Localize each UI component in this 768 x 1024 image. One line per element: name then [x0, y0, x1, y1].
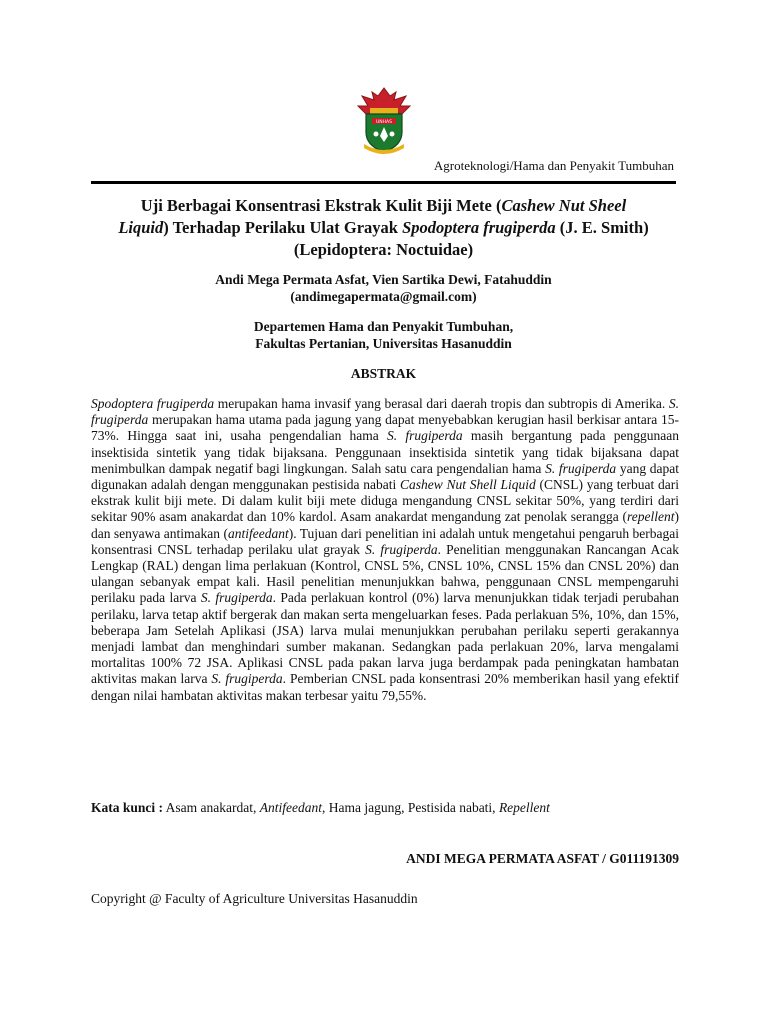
abstract-seg: S. frugiperda [545, 460, 617, 476]
author-names: Andi Mega Permata Asfat, Vien Sartika Dewi, Fatahuddin [215, 272, 552, 287]
title-part: ) Terhadap Perilaku Ulat Grayak [163, 218, 403, 237]
svg-text:UNHAS: UNHAS [376, 120, 392, 125]
university-logo [352, 84, 416, 156]
abstract-seg: S. frugiperda [91, 396, 679, 428]
copyright-notice: Copyright @ Faculty of Agriculture Universitas Hasanuddin [91, 891, 418, 906]
abstract-seg: yang dapat digunakan adalah dengan menggunakan pestisida nabati [91, 460, 680, 493]
keywords-label: Kata kunci : [91, 800, 164, 815]
title-part: Uji Berbagai Konsentrasi Ekstrak Kulit Biji Mete ( [140, 196, 502, 215]
affiliation-block [91, 318, 676, 352]
abstract-seg: . Pada perlakuan kontrol (0%) larva menunjukkan tidak terjadi perubahan perilaku, larva tetap aktif bergerak dan makan serta mengeluarkan feses. Pada perlakuan 5%, 10%, dan 15%, beberapa Jam Setelah Aplikasi (JSA) larva mulai menunjukkan perubahan perilaku seperti gerakannya menjadi lambat dan menghindari sumber makanan. Sedangkan pada perlakuan 20%, larva mengalami mortalitas 100% 72 JSA. Aplikasi CNSL pada pakan larva juga berdampak pada peningkatan hambatan aktivitas makan larva [91, 590, 680, 687]
authors-block [91, 271, 676, 305]
abstract-seg: . Pemberian CNSL pada konsentrasi 20% memberikan hasil yang efektif dengan nilai hambatan aktivitas makan terbesar yaitu 79,55%. [91, 671, 679, 703]
abstract-seg: Cashew Nut Shell Liquid [399, 477, 536, 493]
abstract-seg: ). Tujuan dari penelitian ini adalah untuk mengetahui pengaruh berbagai konsentrasi CNSL terhadap perilaku ulat grayak [91, 525, 679, 557]
keyword-seg: , Hama jagung, Pestisida nabati, [321, 800, 499, 815]
abstract-seg: S. frugiperda [365, 541, 438, 557]
keyword-seg: Asam anakardat, [163, 800, 260, 815]
keywords [91, 800, 679, 816]
header-rule [91, 181, 676, 184]
keyword-seg: Repellent [498, 800, 550, 815]
abstract-seg: . Penelitian menggunakan Rancangan Acak Lengkap (RAL) dengan lima perlakuan (Kontrol, CNSL 5%, CNSL 10%, CNSL 15% dan CNSL 20%) dan ulangan sebanyak empat kali. Hasil penelitian menunjukkan bahwa, penggunaan CNSL mempengaruhi perilaku pada larva [91, 541, 680, 606]
abstract-seg: merupakan hama invasif yang berasal dari daerah tropis dan subtropis di Amerika. [214, 396, 669, 411]
abstract-body [91, 396, 679, 704]
abstract-seg: ) dan senyawa antimakan ( [91, 509, 679, 541]
title-part: Liquid [118, 218, 164, 237]
title-part: Spodoptera frugiperda [402, 218, 556, 237]
abstract-seg: S. frugiperda [200, 590, 273, 606]
abstract-heading: ABSTRAK [350, 366, 417, 381]
author-signature: ANDI MEGA PERMATA ASFAT / G011191309 [406, 851, 679, 866]
affiliation-line: Departemen Hama dan Penyakit Tumbuhan, [253, 319, 514, 334]
abstract-seg: masih bergantung pada penggunaan insektisida sintetik yang tidak bijaksana. Penggunaan insektisida sintetik yang tidak bijaksana dapat menimbulkan dampak negatif bagi lingkungan. Salah satu cara pengendalian hama [91, 428, 680, 476]
author-email: (andimegapermata@gmail.com) [290, 289, 477, 304]
title-part: Cashew Nut Sheel [501, 196, 627, 215]
abstract-seg: (CNSL) yang terbuat dari ekstrak kulit biji mete. Di dalam kulit biji mete diduga mengandung CNSL sekitar 50%, yang terdiri dari sekitar 90% asam anakardat dan 10% kardol. Asam anakardat mengandung zat penolak serangga ( [91, 477, 679, 525]
paper-title [91, 195, 676, 261]
title-part: (J. E. Smith) [555, 218, 649, 237]
abstract-seg: S. frugiperda [387, 428, 463, 444]
affiliation-line: Fakultas Pertanian, Universitas Hasanuddin [255, 336, 512, 351]
abstract-seg: antifeedant [227, 525, 289, 541]
abstract-seg: merupakan hama utama pada jagung yang dapat menyebabkan kerugian hasil berkisar antara 15-73%. Hingga saat ini, usaha pengendalian hama [91, 412, 679, 444]
department-header: Agroteknologi/Hama dan Penyakit Tumbuhan [433, 158, 674, 173]
title-part: (Lepidoptera: Noctuidae) [293, 240, 474, 259]
abstract-seg: repellent [627, 509, 675, 525]
abstract-seg: S. frugiperda [211, 671, 283, 687]
abstract-seg: Spodoptera frugiperda [91, 396, 215, 411]
keyword-seg: Antifeedant [259, 800, 322, 815]
